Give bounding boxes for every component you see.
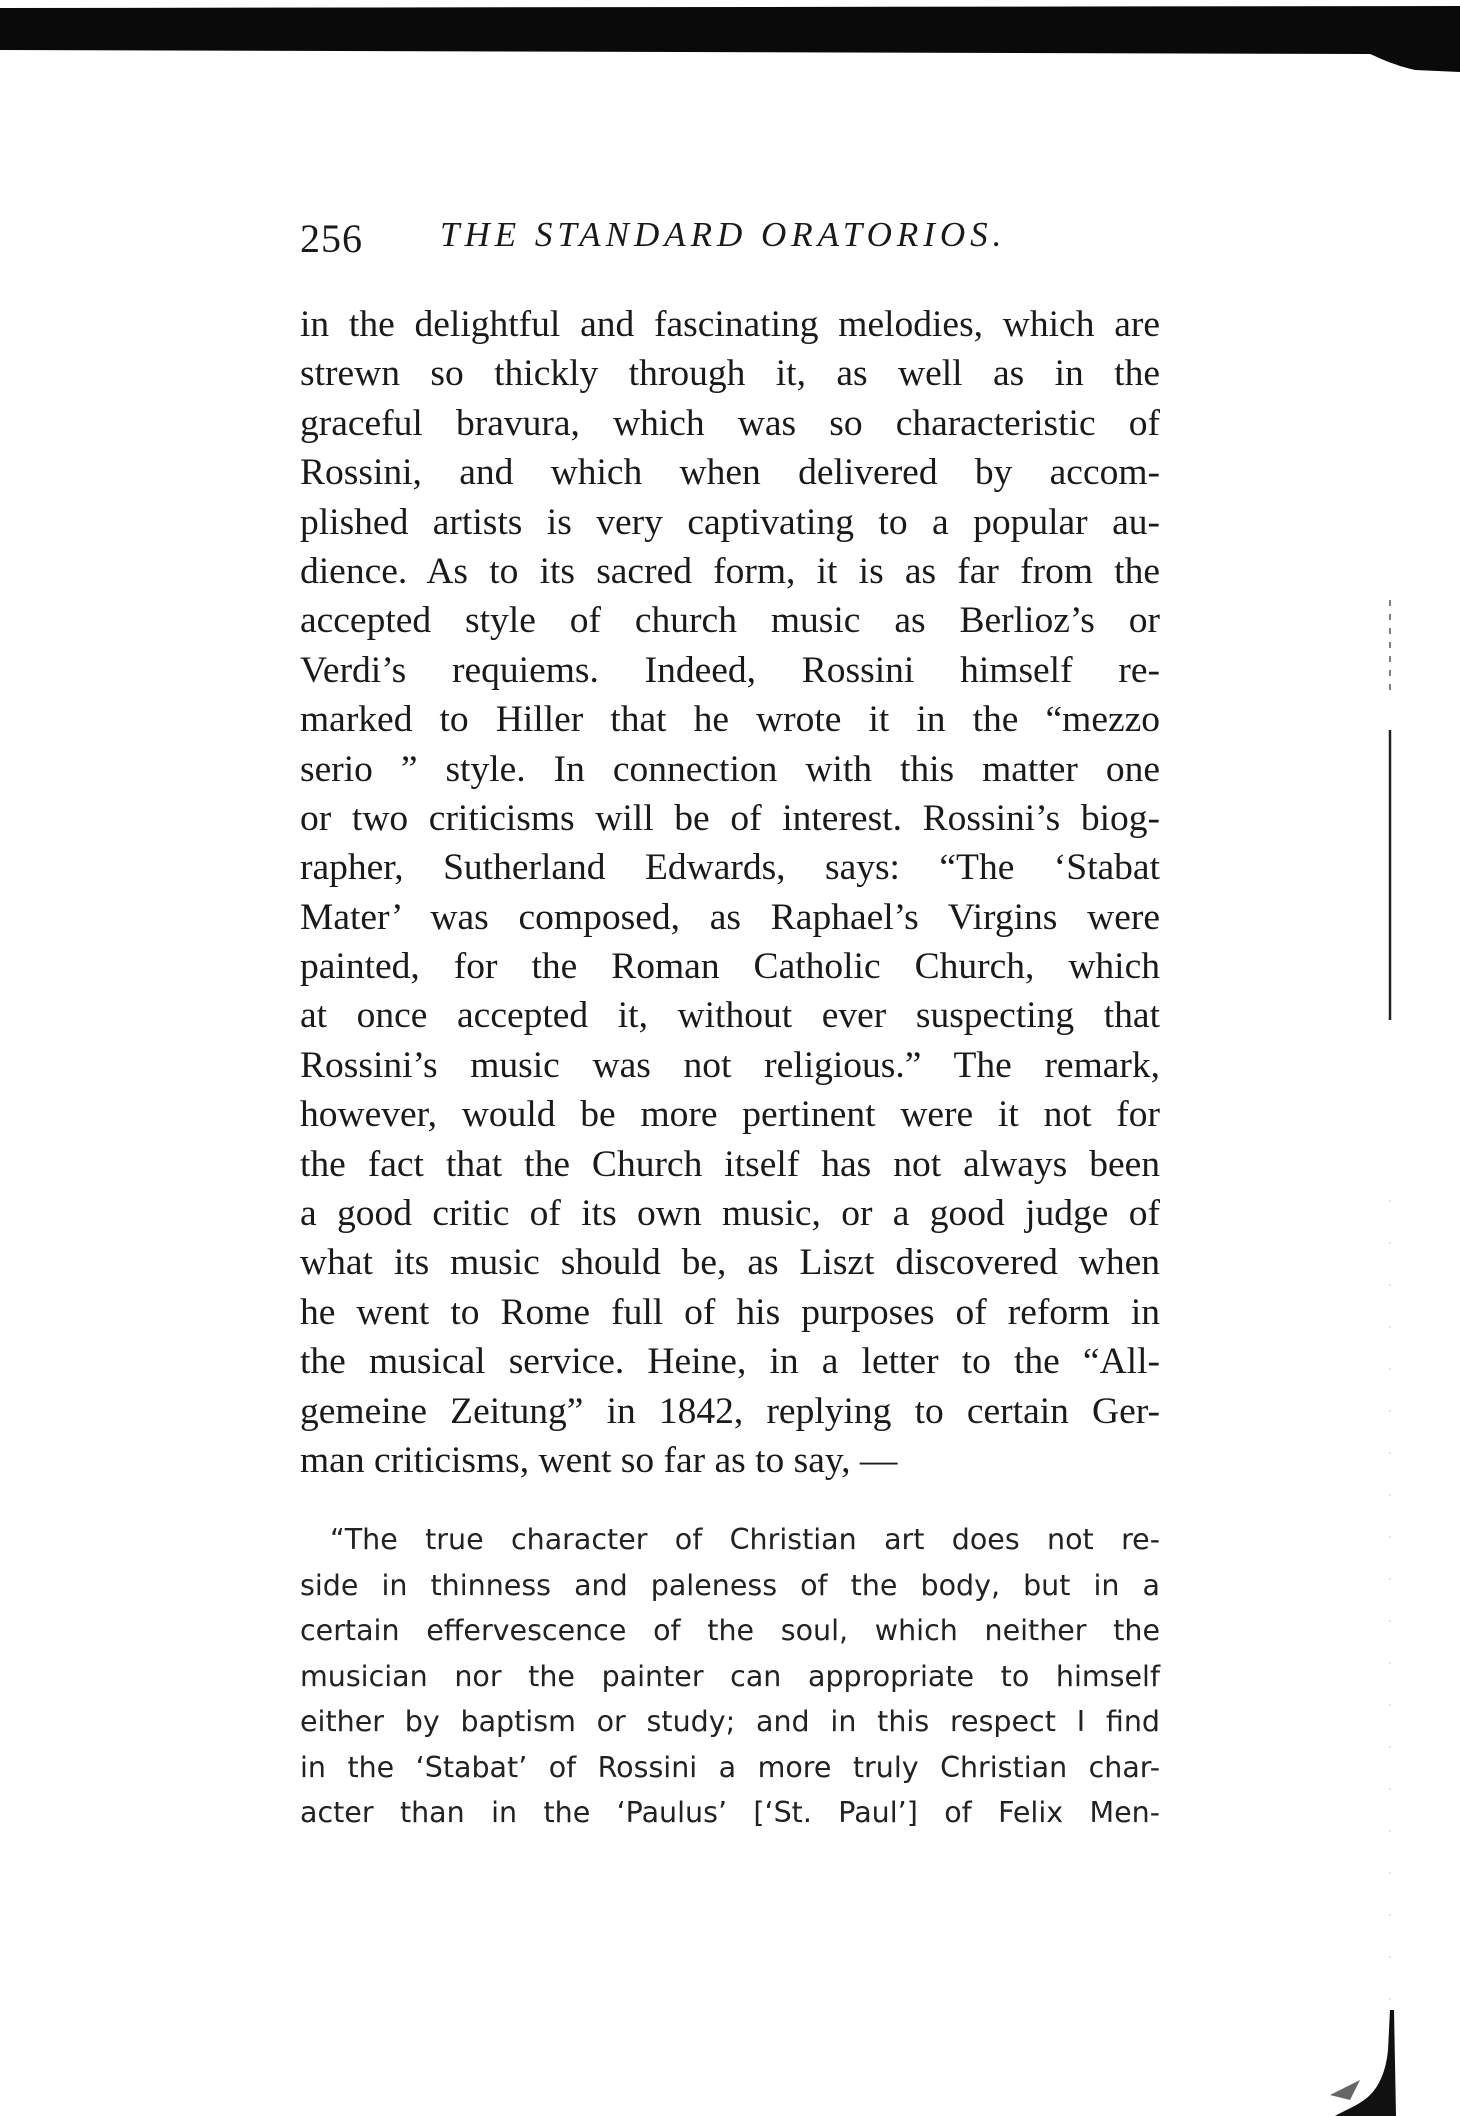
quote-line: acter than in the ‘Paulus’ [‘St. Paul’] of Felix Men-	[300, 1796, 1160, 1829]
quote-line: “The true character of Christian art does not re-	[330, 1523, 1160, 1556]
text-line: marked to Hiller that he wrote it in the “mezzo	[300, 699, 1160, 741]
text-line: the musical service. Heine, in a letter to the “All-	[300, 1341, 1160, 1383]
text-line: graceful bravura, which was so characteristic of	[300, 402, 1160, 444]
margin-scan-marks	[1380, 600, 1400, 2050]
text-line: Rossini, and which when delivered by accom-	[300, 452, 1160, 494]
page-header	[300, 215, 1160, 275]
text-line: what its music should be, as Liszt discovered when	[300, 1242, 1160, 1284]
text-line: Rossini’s music was not religious.” The remark,	[300, 1044, 1160, 1086]
quote-line: side in thinness and paleness of the body, but in a	[300, 1568, 1160, 1602]
block-quote	[300, 1517, 1160, 1836]
text-line: gemeine Zeitung” in 1842, replying to certain Ger-	[300, 1390, 1160, 1432]
text-line: accepted style of church music as Berlioz’s or	[300, 600, 1160, 642]
quote-line: certain effervescence of the soul, which neither the	[300, 1614, 1160, 1647]
text-line: man criticisms, went so far as to say, —	[300, 1439, 898, 1481]
text-line: serio ” style. In connection with this matter one	[300, 748, 1160, 790]
text-line: Verdi’s requiems. Indeed, Rossini himself re-	[300, 649, 1160, 691]
page-number: 256	[300, 216, 363, 261]
quote-line: either by baptism or study; and in this respect I find	[300, 1705, 1160, 1738]
scan-top-edge-band	[0, 0, 1460, 90]
text-line: the fact that the Church itself has not always been	[300, 1143, 1160, 1185]
text-line: rapher, Sutherland Edwards, says: “The ‘Stabat	[300, 847, 1160, 889]
running-title: THE STANDARD ORATORIOS.	[440, 215, 1007, 254]
text-line: dience. As to its sacred form, it is as far from the	[300, 550, 1160, 592]
text-line: painted, for the Roman Catholic Church, which	[300, 946, 1160, 988]
text-line: however, would be more pertinent were it not for	[300, 1094, 1160, 1136]
corner-scan-artifact	[1290, 2000, 1400, 2116]
text-line: or two criticisms will be of interest. Rossini’s biog-	[300, 797, 1160, 839]
text-line: at once accepted it, without ever suspecting that	[300, 995, 1160, 1037]
quote-line: in the ‘Stabat’ of Rossini a more truly Christian char-	[300, 1750, 1160, 1784]
main-paragraph	[300, 300, 1160, 1485]
text-line: plished artists is very captivating to a popular au-	[300, 501, 1160, 543]
text-line: Mater’ was composed, as Raphael’s Virgins were	[300, 896, 1160, 938]
text-line: a good critic of its own music, or a good judge of	[300, 1193, 1160, 1235]
text-line: he went to Rome full of his purposes of reform in	[300, 1291, 1160, 1333]
text-line: in the delightful and fascinating melodies, which are	[300, 304, 1160, 345]
quote-line: musician nor the painter can appropriate to himself	[300, 1659, 1160, 1693]
text-line: strewn so thickly through it, as well as in the	[300, 353, 1160, 395]
